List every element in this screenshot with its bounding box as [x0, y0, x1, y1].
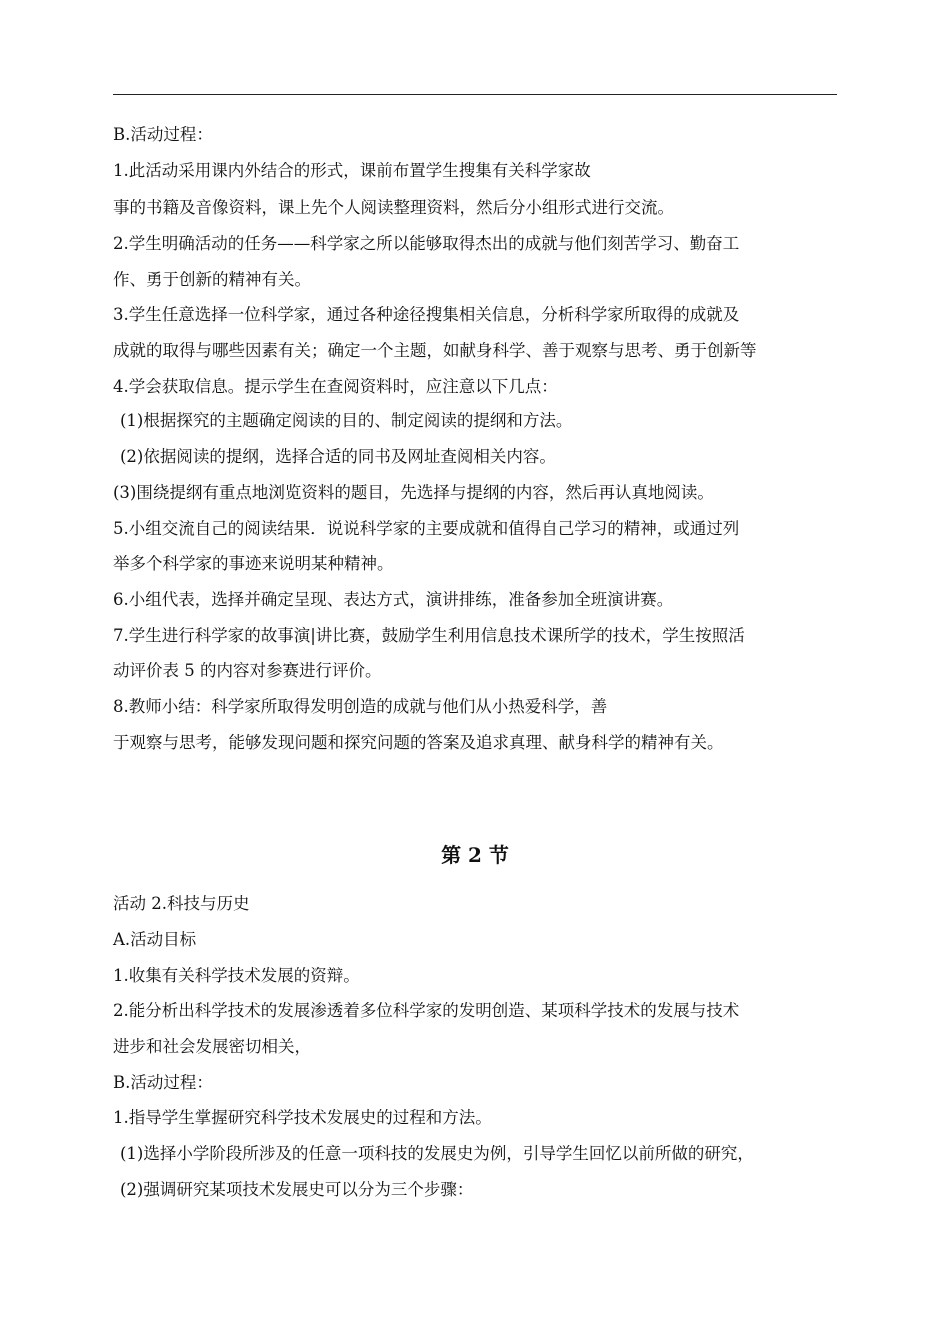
paragraph-line: B.活动过程： [113, 1073, 213, 1092]
paragraph-line: (1)选择小学阶段所涉及的任意一项科技的发展史为例，引导学生回忆以前所做的研究， [120, 1144, 754, 1163]
paragraph-line: 作、勇于创新的精神有关。 [113, 270, 311, 289]
paragraph-line: 事的书籍及音像资料，课上先个人阅读整理资料，然后分小组形式进行交流。 [113, 198, 674, 217]
paragraph-line: B.活动过程： [113, 125, 213, 144]
paragraph-line: 1.此活动采用课内外结合的形式，课前布置学生搜集有关科学家故 [113, 161, 591, 180]
paragraph-line: 成就的取得与哪些因素有关；确定一个主题，如献身科学、善于观察与思考、勇于创新等 [113, 341, 757, 360]
paragraph-line: 2.能分析出科学技术的发展渗透着多位科学家的发明创造、某项科学技术的发展与技术 [113, 1001, 740, 1020]
paragraph-line: 2.学生明确活动的任务——科学家之所以能够取得杰出的成就与他们刻苦学习、勤奋工 [113, 234, 740, 253]
paragraph-line: (3)围绕提纲有重点地浏览资料的题目，先选择与提纲的内容，然后再认真地阅读。 [113, 483, 714, 502]
paragraph-line: 进步和社会发展密切相关， [113, 1037, 311, 1056]
paragraph-line: 1.收集有关科学技术发展的资辩。 [113, 966, 360, 985]
header-rule [113, 94, 837, 95]
paragraph-line: 动评价表 5 的内容对参赛进行评价。 [113, 661, 382, 680]
paragraph-line: 于观察与思考，能够发现问题和探究问题的答案及追求真理、献身科学的精神有关。 [113, 733, 724, 752]
paragraph-line: 4.学会获取信息。提示学生在查阅资料时，应注意以下几点： [113, 377, 558, 396]
paragraph-line: 1.指导学生掌握研究科学技术发展史的过程和方法。 [113, 1108, 492, 1127]
paragraph-line: 7.学生进行科学家的故事演|讲比赛，鼓励学生利用信息技术课所学的技术，学生按照活 [113, 626, 745, 645]
paragraph-line: A.活动目标 [113, 930, 197, 949]
paragraph-line: 举多个科学家的事迹来说明某种精神。 [113, 554, 394, 573]
paragraph-line: (2)强调研究某项技术发展史可以分为三个步骤： [120, 1180, 474, 1199]
section-title: 第 2 节 [441, 843, 509, 867]
paragraph-line: 3.学生任意选择一位科学家，通过各种途径搜集相关信息，分析科学家所取得的成就及 [113, 305, 740, 324]
paragraph-line: (1)根据探究的主题确定阅读的目的、制定阅读的提纲和方法。 [120, 411, 573, 430]
paragraph-line: 5.小组交流自己的阅读结果．说说科学家的主要成就和值得自己学习的精神，或通过列 [113, 519, 740, 538]
paragraph-line: 6.小组代表，选择并确定呈现、表达方式，演讲排练，准备参加全班演讲赛。 [113, 590, 674, 609]
paragraph-line: (2)依据阅读的提纲，选择合适的同书及网址查阅相关内容。 [120, 447, 556, 466]
paragraph-line: 8.教师小结：科学家所取得发明创造的成就与他们从小热爱科学，善 [113, 697, 608, 716]
paragraph-line: 活动 2.科技与历史 [113, 894, 250, 913]
